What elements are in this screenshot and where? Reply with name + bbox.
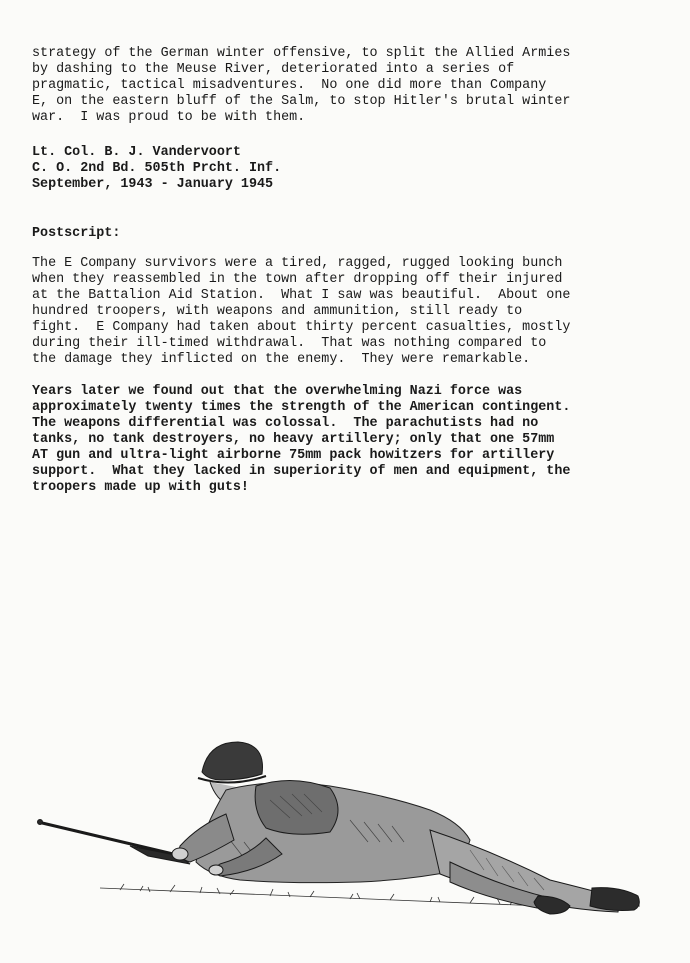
intro-line: E, on the eastern bluff of the Salm, to stop Hitler's brutal winter	[32, 94, 571, 109]
ps1-line: at the Battalion Aid Station. What I saw was beautiful. About one	[32, 288, 571, 303]
ps2-line: approximately twenty times the strength of the American contingent.	[32, 400, 571, 415]
intro-paragraph	[32, 46, 660, 126]
ps2-line: tanks, no tank destroyers, no heavy artillery; only that one 57mm	[32, 432, 555, 447]
ps1-line: the damage they inflicted on the enemy. They were remarkable.	[32, 352, 531, 367]
signature-dates: September, 1943 - January 1945	[32, 177, 274, 192]
soldier	[172, 742, 639, 914]
ps1-line: hundred troopers, with weapons and ammunition, still ready to	[32, 304, 523, 319]
ps2-line: troopers made up with guts!	[32, 480, 249, 495]
ps1-line: when they reassembled in the town after dropping off their injured	[32, 272, 563, 287]
postscript-paragraph-1	[32, 256, 660, 368]
postscript-heading-text: Postscript:	[32, 226, 121, 241]
ps1-line: during their ill-timed withdrawal. That was nothing compared to	[32, 336, 547, 351]
ps2-line: AT gun and ultra-light airborne 75mm pack howitzers for artillery	[32, 448, 555, 463]
postscript-heading	[32, 226, 660, 242]
ps1-line: fight. E Company had taken about thirty percent casualties, mostly	[32, 320, 571, 335]
intro-line: by dashing to the Meuse River, deteriorated into a series of	[32, 62, 515, 77]
intro-line: pragmatic, tactical misadventures. No one did more than Company	[32, 78, 547, 93]
rifle	[38, 820, 191, 865]
intro-line: war. I was proud to be with them.	[32, 110, 306, 125]
intro-line: strategy of the German winter offensive, to split the Allied Armies	[32, 46, 571, 61]
ps2-line: Years later we found out that the overwhelming Nazi force was	[32, 384, 523, 399]
ps2-line: support. What they lacked in superiority of men and equipment, the	[32, 464, 571, 479]
ps1-line: The E Company survivors were a tired, ragged, rugged looking bunch	[32, 256, 563, 271]
signature-unit: C. O. 2nd Bd. 505th Prcht. Inf.	[32, 161, 282, 176]
signature-name: Lt. Col. B. J. Vandervoort	[32, 145, 241, 160]
postscript-paragraph-2	[32, 384, 660, 496]
signature-block	[32, 145, 660, 193]
prone-soldier-illustration	[30, 730, 670, 930]
ps2-line: The weapons differential was colossal. The parachutists had no	[32, 416, 539, 431]
